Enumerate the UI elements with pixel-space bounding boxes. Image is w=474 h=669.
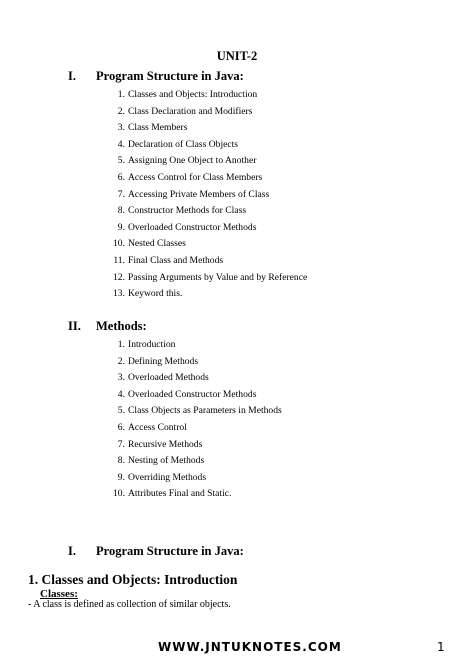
list-item-number: 6. [117, 171, 125, 183]
list-item [112, 286, 307, 303]
list-item [112, 137, 307, 154]
list-item-text: Class Members [128, 122, 188, 134]
list-item [112, 87, 307, 104]
list-item-number: 9. [117, 471, 125, 483]
list-item [112, 170, 307, 187]
list-item [112, 220, 307, 237]
list-item-text: Class Declaration and Modifiers [128, 105, 253, 117]
list-item [112, 120, 307, 137]
list-item-text: Declaration of Class Objects [128, 138, 239, 150]
list-item-text: Assigning One Object to Another [128, 155, 257, 167]
list-item-number: 5. [117, 405, 125, 417]
list-item-number: 9. [117, 221, 125, 233]
list-item-text: Accessing Private Members of Class [128, 188, 270, 200]
list-item [112, 203, 307, 220]
list-item [112, 387, 282, 404]
list-item-number: 8. [117, 455, 125, 467]
list-item-number: 4. [117, 388, 125, 400]
list-item-number: 5. [117, 155, 125, 167]
content-section-heading [68, 544, 244, 559]
list-item [112, 453, 282, 470]
list-item-text: Introduction [128, 339, 176, 350]
list-item-text: Overloaded Constructor Methods [128, 388, 257, 400]
list-item-text: Classes and Objects: Introduction [128, 89, 258, 100]
section-number: I. [68, 544, 76, 558]
section-number: I. [68, 69, 76, 83]
list-item-number: 13. [113, 288, 125, 300]
list-item-number: 8. [117, 205, 125, 217]
list-item [112, 270, 307, 287]
list-item-text: Class Objects as Parameters in Methods [128, 405, 282, 417]
list-item-number: 3. [117, 122, 125, 134]
body-text-line: - A class is defined as collection of similar objects. [28, 599, 231, 610]
list-item-text: Access Control for Class Members [128, 171, 263, 183]
list-item-number: 2. [117, 355, 125, 367]
section-title: Methods: [96, 319, 147, 333]
list-item-text: Defining Methods [128, 355, 199, 367]
list-item-text: Passing Arguments by Value and by Reference [128, 271, 308, 283]
methods-topic-list [112, 337, 282, 503]
list-item-number: 7. [117, 438, 125, 450]
unit-title: UNIT-2 [216, 49, 258, 63]
list-item [112, 437, 282, 454]
list-item-number: 1. [117, 339, 125, 350]
program-structure-topic-list [112, 87, 307, 303]
list-item-number: 2. [117, 105, 125, 117]
list-item-number: 6. [117, 421, 125, 433]
list-item [112, 153, 307, 170]
list-item [112, 420, 282, 437]
list-item-number: 10. [113, 488, 125, 500]
list-item-text: Final Class and Methods [128, 254, 224, 266]
list-item-number: 4. [117, 138, 125, 150]
section-number: II. [68, 319, 81, 333]
list-item [112, 354, 282, 371]
list-item-text: Recursive Methods [128, 438, 203, 450]
list-item [112, 403, 282, 420]
list-item-text: Overloaded Constructor Methods [128, 221, 257, 233]
list-item-number: 3. [117, 372, 125, 384]
list-item [112, 486, 282, 503]
section-title: Program Structure in Java: [96, 544, 244, 558]
classes-label: Classes: [40, 588, 78, 600]
section-title: Program Structure in Java: [96, 69, 244, 83]
list-item-text: Overloaded Methods [128, 372, 209, 384]
list-item-text: Constructor Methods for Class [128, 205, 247, 217]
list-item [112, 104, 307, 121]
page-number: 1 [437, 640, 445, 654]
list-item-text: Nested Classes [128, 238, 186, 250]
subheading-classes-and-objects: 1. Classes and Objects: Introduction [28, 572, 238, 587]
list-item-number: 12. [113, 271, 125, 283]
section-heading-program-structure [68, 69, 244, 84]
list-item [112, 187, 307, 204]
list-item [112, 253, 307, 270]
list-item-text: Nesting of Methods [128, 455, 205, 467]
list-item-text: Access Control [128, 421, 187, 433]
list-item-text: Attributes Final and Static. [128, 488, 232, 500]
list-item-number: 11. [113, 254, 125, 266]
footer-website: WWW.JNTUKNOTES.COM [158, 640, 342, 654]
list-item [112, 370, 282, 387]
list-item [112, 337, 282, 354]
list-item-number: 7. [117, 188, 125, 200]
list-item-text: Keyword this. [128, 288, 183, 300]
list-item-number: 10. [113, 238, 125, 250]
list-item-number: 1. [117, 89, 125, 100]
list-item-text: Overriding Methods [128, 471, 207, 483]
list-item [112, 236, 307, 253]
list-item [112, 470, 282, 487]
section-heading-methods [68, 319, 147, 334]
